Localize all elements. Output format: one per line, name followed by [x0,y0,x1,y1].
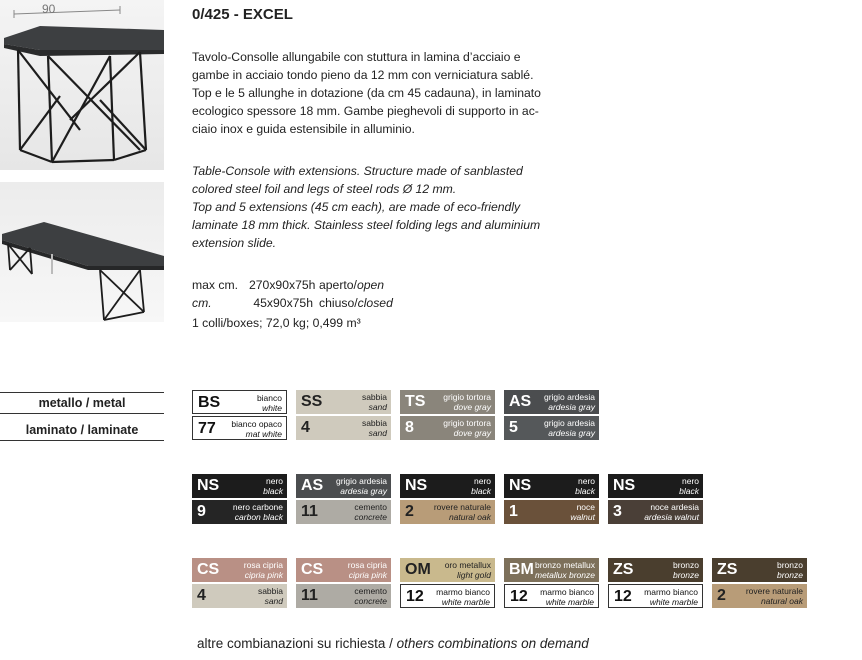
finish-name-italian: nero [681,476,699,486]
metal-finish-swatch [504,390,599,414]
metal-finish-swatch [192,390,287,414]
extended-table-illustration [0,182,164,322]
finish-name-english: sand [368,401,387,412]
finish-label [544,393,595,412]
footer-note [197,636,589,651]
finish-name-english: concrete [354,595,387,606]
finish-name-english: cipria pink [348,569,387,580]
finish-label [263,477,283,496]
laminate-finish-swatch [608,584,703,608]
finish-name-english: natural oak [760,595,803,606]
finish-name-english: ardesia walnut [644,511,699,522]
metal-finish-swatch [400,390,495,414]
finish-name-english: white marble [545,596,594,607]
laminate-finish-swatch [504,500,599,524]
finish-label [535,561,595,580]
finish-label [336,477,387,496]
description-line: colored steel foil and legs of steel rods Ø 12 mm. [192,182,457,196]
finish-name-italian: grigio ardesia [335,476,387,486]
spec-dimensions: 45x90x75h [253,296,313,310]
spec-state: chiuso/ [319,296,358,310]
packaging-info: 1 colli/boxes; 72,0 kg; 0,499 m³ [192,316,361,330]
laminate-finish-swatch [296,500,391,524]
finish-name-italian: sabbia [257,586,283,596]
finish-name-english: dove gray [453,427,491,438]
finish-name-english: bronze [673,569,699,580]
finish-code: 3 [613,503,622,520]
product-title: 0/425 - EXCEL [192,6,293,23]
finish-name-italian: rosa cipria [347,560,387,570]
description-line: laminate 18 mm thick. Stainless steel folding legs and aluminium [192,218,541,232]
finish-name-english: ardesia gray [548,427,595,438]
finish-label [434,503,491,522]
finish-name-english: white marble [649,596,698,607]
finish-label [746,587,803,606]
finish-name-italian: bronzo [673,560,699,570]
description-line: ciaio inox e guida estensibile in alluminio. [192,122,415,136]
finish-label [644,588,698,607]
finish-label [445,561,491,580]
finish-name-italian: grigio tortora [443,392,491,402]
finish-name-english: dove gray [453,401,491,412]
finish-name-english: carbon black [234,511,283,522]
finish-name-italian: bianco opaco [231,419,282,429]
finish-name-english: black [679,485,699,496]
finish-name-english: black [575,485,595,496]
finish-label [471,477,491,496]
finish-code: ZS [717,561,738,578]
spec-unit: cm. [192,296,212,310]
finish-code: 4 [197,587,206,604]
spec-row [192,276,384,294]
laminate-finish-swatch [192,500,287,524]
description-line: extension slide. [192,236,277,250]
spec-state: aperto/ [319,278,357,292]
finish-code: AS [301,477,324,494]
finish-label [540,588,594,607]
finish-name-italian: nero [265,476,283,486]
footer-text: altre combianazioni su richiesta / [197,636,397,651]
description-line: Top and 5 extensions (45 cm each), are made of eco-friendly [192,200,521,214]
finish-label [231,420,282,439]
finish-name-italian: noce [576,502,595,512]
finish-name-italian: grigio ardesia [543,392,595,402]
finish-label [257,394,282,413]
metal-finish-swatch [192,474,287,498]
dimension-label: 90 [42,2,56,16]
metal-finish-swatch [400,474,495,498]
finish-label [354,587,387,606]
metal-finish-swatch [608,474,703,498]
finish-label [644,503,699,522]
finish-code: 11 [301,503,318,520]
laminate-label: laminato / laminate [0,419,164,441]
finish-name-italian: cemento [354,502,387,512]
finish-name-english: ardesia gray [548,401,595,412]
laminate-finish-swatch [400,584,495,608]
finish-code: 11 [301,587,318,604]
finish-name-italian: sabbia [361,418,387,428]
finish-code: TS [405,393,426,410]
finish-label [443,393,491,412]
finish-code: OM [405,561,431,578]
laminate-finish-swatch [504,416,599,440]
finish-code: ZS [613,561,634,578]
finish-name-italian: marmo bianco [436,587,490,597]
finish-name-english: mat white [245,428,282,439]
finish-label [443,419,491,438]
finish-name-italian: nero [473,476,491,486]
finish-code: 1 [509,503,518,520]
laminate-finish-swatch [192,584,287,608]
finish-code: CS [301,561,324,578]
finish-name-english: black [263,485,283,496]
product-photo-extended [0,182,164,322]
finish-name-italian: rosa cipria [243,560,283,570]
metal-finish-swatch [400,558,495,582]
finish-name-italian: rovere naturale [745,586,803,596]
finish-label [244,561,283,580]
finish-name-english: bronze [777,569,803,580]
finish-name-english: metallux bronze [534,569,595,580]
finish-code: 12 [406,588,424,605]
finish-name-italian: bronzo metallux [534,560,595,570]
spec-dimensions: 270x90x75h [249,278,316,292]
finish-name-english: white marble [441,596,490,607]
laminate-finish-swatch [192,416,287,440]
finish-name-italian: sabbia [361,392,387,402]
finish-name-italian: grigio ardesia [543,418,595,428]
finish-name-italian: marmo bianco [644,587,698,597]
spec-state-english: open [356,278,385,292]
metal-finish-swatch [504,474,599,498]
metal-finish-swatch [296,474,391,498]
laminate-finish-swatch [400,500,495,524]
finish-code: AS [509,393,532,410]
console-illustration [0,0,164,170]
finish-label [777,561,803,580]
product-photo-console [0,0,164,170]
laminate-finish-swatch [400,416,495,440]
metal-finish-swatch [296,390,391,414]
finish-code: 12 [510,588,528,605]
metal-label: metallo / metal [0,392,164,414]
finish-label [544,419,595,438]
finish-name-italian: grigio tortora [443,418,491,428]
metal-finish-swatch [712,558,807,582]
laminate-finish-swatch [504,584,599,608]
finish-label [362,393,387,412]
finish-name-italian: nero carbone [232,502,283,512]
finish-code: BM [509,561,534,578]
metal-finish-swatch [192,558,287,582]
finish-code: 5 [509,419,518,436]
spec-state-english: closed [357,296,393,310]
metal-finish-swatch [504,558,599,582]
finish-code: 77 [198,420,216,437]
finish-label [258,587,283,606]
finish-code: NS [405,477,428,494]
description-line: Top e le 5 allunghe in dotazione (da cm 45 cadauna), in laminato [192,86,541,100]
finish-label [348,561,387,580]
finish-label [575,477,595,496]
finish-code: BS [198,394,221,411]
metal-finish-swatch [296,558,391,582]
spec-unit: max cm. [192,278,239,292]
finish-name-italian: bronzo [777,560,803,570]
finish-name-italian: noce ardesia [650,502,699,512]
description-line: ecologico spessore 18 mm. Gambe pieghevoli di supporto in ac- [192,104,539,118]
spec-row [192,294,393,312]
finish-name-english: black [471,485,491,496]
finish-name-english: light gold [456,569,491,580]
finish-name-english: walnut [570,511,595,522]
finish-label [570,503,595,522]
finish-name-english: natural oak [448,511,491,522]
finish-code: 4 [301,419,310,436]
finish-name-italian: rovere naturale [433,502,491,512]
description-line: gambe in acciaio tondo pieno da 12 mm con verniciatura sablé. [192,68,534,82]
finish-name-italian: marmo bianco [540,587,594,597]
finish-code: 2 [717,587,726,604]
laminate-finish-swatch [296,584,391,608]
finish-name-italian: cemento [354,586,387,596]
footer-text-english: others combinations on demand [396,636,589,651]
description-line: Tavolo-Consolle allungabile con stuttura in lamina d’acciaio e [192,50,521,64]
finish-name-english: white [262,402,282,413]
finish-label [436,588,490,607]
finish-name-italian: bianco [256,393,282,403]
description-line: Table-Console with extensions. Structure made of sanblasted [192,164,523,178]
finish-label [354,503,387,522]
laminate-finish-swatch [296,416,391,440]
finish-name-italian: oro metallux [444,560,491,570]
finish-code: 9 [197,503,206,520]
finish-code: NS [197,477,220,494]
finish-label [362,419,387,438]
finish-code: SS [301,393,323,410]
finish-code: 2 [405,503,414,520]
laminate-finish-swatch [608,500,703,524]
laminate-finish-swatch [712,584,807,608]
finish-name-english: sand [368,427,387,438]
finish-label [679,477,699,496]
metal-finish-swatch [608,558,703,582]
finish-label [233,503,283,522]
finish-code: 12 [614,588,632,605]
finish-name-english: concrete [354,511,387,522]
finish-code: NS [613,477,636,494]
finish-code: 8 [405,419,414,436]
finish-code: CS [197,561,220,578]
finish-name-english: sand [264,595,283,606]
finish-name-english: cipria pink [244,569,283,580]
finish-name-english: ardesia gray [340,485,387,496]
finish-label [673,561,699,580]
finish-name-italian: nero [577,476,595,486]
finish-code: NS [509,477,532,494]
